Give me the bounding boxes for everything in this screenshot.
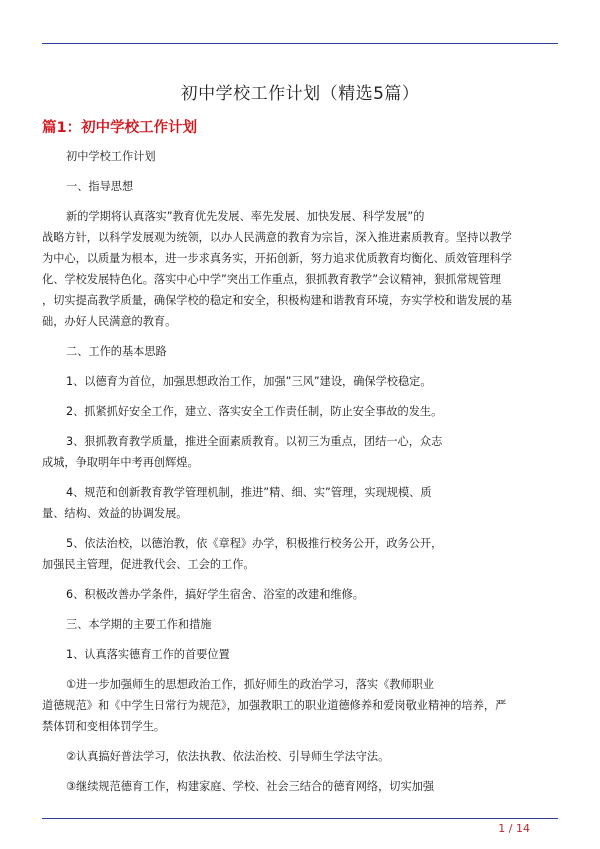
text-line: 为中心，以质量为根本，进一步求真务实，开拓创新，努力追求优质教育均衡化、质效管理科学	[42, 252, 512, 265]
sub-item-1	[42, 674, 558, 737]
list-item-1: 1、以德育为首位，加强思想政治工作，加强”三风”建设，确保学校稳定。	[66, 375, 432, 388]
sub-item-3: ③继续规范德育工作，构建家庭、学校、社会三结合的德育网络，切实加强	[66, 780, 435, 793]
text-line: 加强民主管理，促进教代会、工会的工作。	[42, 558, 255, 571]
text-line: 量、结构、效益的协调发展。	[42, 507, 188, 520]
text-line: 3、狠抓教育教学质量，推进全面素质教育。以初三为重点，团结一心，众志	[66, 435, 443, 448]
text-line: 5、依法治校，以德治教，依《章程》办学，积极推行校务公开，政务公开，	[66, 537, 443, 550]
heading-main-work: 三、本学期的主要工作和措施	[66, 618, 212, 631]
document-body	[42, 146, 558, 806]
list-item-2: 2、抓紧抓好安全工作，建立、落实安全工作责任制，防止安全事故的发生。	[66, 405, 443, 418]
text-line: 础，办好人民满意的教育。	[42, 315, 177, 328]
subheading-moral-education: 1、认真落实德育工作的首要位置	[66, 648, 230, 661]
heading-basic-ideas: 二、工作的基本思路	[66, 345, 167, 358]
text-line: 道德规范》和《中学生日常行为规范》，加强教职工的职业道德修养和爱岗敬业精神的培养，严	[42, 699, 507, 712]
text-line: ，切实提高教学质量，确保学校的稳定和安全，积极构建和谐教育环境，夯实学校和谐发展的基	[42, 294, 512, 307]
text-line: 新的学期将认真落实”教育优先发展、率先发展、加快发展、科学发展”的	[66, 210, 425, 223]
text-line: 禁体罚和变相体罚学生。	[42, 720, 166, 733]
text-line: 成城，争取明年中考再创辉煌。	[42, 456, 199, 469]
list-item-3	[42, 431, 558, 473]
page-number: 1 / 14	[498, 822, 530, 835]
text-line: ①进一步加强师生的思想政治工作，抓好师生的政治学习，落实《教师职业	[66, 678, 435, 691]
sub-item-2: ②认真搞好普法学习，依法执教、依法治校、引导师生学法守法。	[66, 750, 390, 763]
list-item-4	[42, 482, 558, 524]
top-rule	[42, 43, 558, 44]
bottom-rule	[42, 818, 558, 819]
section-heading: 篇1：初中学校工作计划	[42, 120, 198, 136]
list-item-5	[42, 533, 558, 575]
paragraph-guiding-ideology	[42, 206, 558, 332]
list-item-6: 6、积极改善办学条件，搞好学生宿舍、浴室的改建和维修。	[66, 588, 364, 601]
text-line: 4、规范和创新教育教学管理机制，推进”精、细、实”管理，实现规模、质	[66, 486, 432, 499]
heading-guiding-ideology: 一、指导思想	[66, 180, 134, 193]
text-line: 战略方针，以科学发展观为统领，以办人民满意的教育为宗旨，深入推进素质教育。坚持以教学	[42, 231, 512, 244]
text-line: 化、学校发展特色化。落实中心中学”突出工作重点，狠抓教育教学”会议精神，狠抓常规管理	[42, 273, 502, 286]
subtitle: 初中学校工作计划	[66, 150, 156, 163]
page-title: 初中学校工作计划（精选5篇）	[180, 84, 420, 104]
